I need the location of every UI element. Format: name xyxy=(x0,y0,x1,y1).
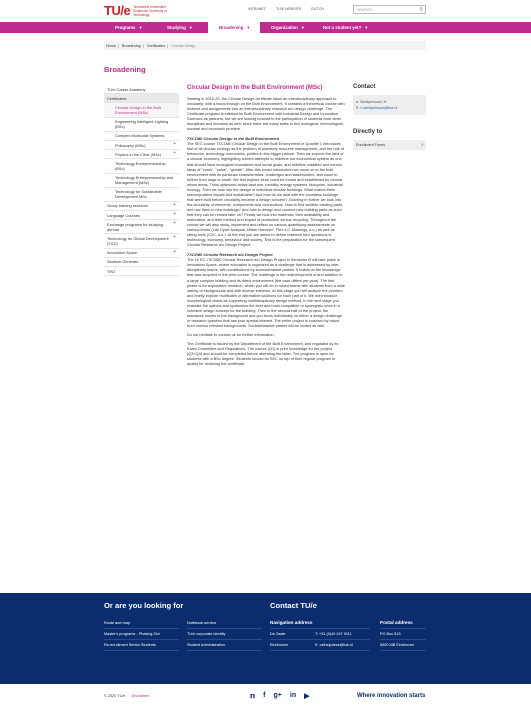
article-title: Circular Design in the Built Environment (MSc) xyxy=(187,84,323,91)
sidebar-item-circular-design[interactable]: Circular Design in the Built Environment (MSc) xyxy=(104,103,179,117)
plus-icon[interactable]: + xyxy=(173,220,176,227)
nav-studying[interactable] xyxy=(156,22,208,33)
footer-link[interactable]: Route and map xyxy=(104,618,179,629)
right-column xyxy=(353,84,426,150)
postal-line: 5600 MB Eindhoven xyxy=(380,640,426,651)
sidebar-item-tgd[interactable] xyxy=(104,234,179,248)
intro-paragraph: Starting in 2015-20, the Circular Design certificate takes an interdisciplinary approach to circularity, with a focus through on the Built Environment. It contains a theoretical course with lectures and assignments and an interdisciplinary research a/o design challenge. The Certificate program is initiated by Built Environment with Industrial Design and Innovation Sciences as partners, but we are looking forward to the participation of students from other disciplines and domains as well, since there are many sides to this ecological, technological, societal and economic problem. xyxy=(187,97,345,132)
contact-line: Do not hesitate to contact us for further information. xyxy=(187,332,275,337)
facebook-icon[interactable]: f xyxy=(263,692,266,699)
breadcrumb-certificates[interactable]: Certificates xyxy=(146,44,166,48)
course1-title: 7XC1M0 Circular Design in the Built Environment xyxy=(187,136,280,142)
footer-postal xyxy=(380,618,426,651)
contact-email-row xyxy=(356,105,423,111)
copyright-row xyxy=(104,694,149,698)
top-bar xyxy=(0,0,531,18)
sidebar-item-sustainable-development[interactable]: Technology for Sustainable Development MSc xyxy=(104,188,179,202)
footer-looking-title: Or are you looking for xyxy=(104,601,184,610)
nav-label: Broadening xyxy=(219,25,244,30)
sidebar-item-exchange[interactable] xyxy=(104,220,179,234)
link-label: Enrollment Forms xyxy=(356,143,386,147)
postal-title: Postal address xyxy=(380,618,426,629)
nav-label: Studying xyxy=(167,25,186,30)
plus-icon[interactable]: + xyxy=(173,211,176,218)
bottom-bar xyxy=(0,684,531,720)
chevron-down-icon: ▼ xyxy=(188,25,193,30)
copyright: © 2020 TU/e xyxy=(104,694,126,698)
plus-icon[interactable]: + xyxy=(173,248,176,255)
slogan: Where innovation starts xyxy=(357,693,426,699)
course2-title: 7XC2M0 Circular Research a/o Design Project xyxy=(187,252,273,258)
twitter-icon[interactable]: 𝕟 xyxy=(250,693,256,700)
disclaimer-link[interactable]: Disclaimer xyxy=(131,694,150,698)
breadcrumb-home[interactable]: Home xyxy=(106,44,116,48)
sidebar-item-label: Philosophy (MSc) xyxy=(115,142,146,148)
nav-organization[interactable] xyxy=(260,22,312,33)
breadcrumb-current: Circular Desig... xyxy=(171,44,198,48)
footer-col-1 xyxy=(104,618,179,651)
main-nav xyxy=(0,22,531,33)
breadcrumb-broadening[interactable]: Broadening xyxy=(121,44,141,48)
directly-title: Directly to xyxy=(353,129,383,135)
footer-contact-title: Contact TU/e xyxy=(270,601,317,610)
sidebar-item-tech-entrepreneurship-bsc[interactable]: Technology Entrepreneurship (BSc) xyxy=(104,159,179,173)
footer-link[interactable]: Notebook service xyxy=(187,618,262,629)
top-link-website[interactable]: TU/E WEBSITE xyxy=(275,7,302,11)
plus-icon[interactable]: + xyxy=(173,150,176,157)
footer-col-2 xyxy=(187,618,262,651)
tue-logo[interactable] xyxy=(104,3,169,18)
social-links xyxy=(250,692,310,700)
linkedin-icon[interactable]: in xyxy=(289,692,297,699)
breadcrumb-separator: | xyxy=(117,44,119,48)
sidebar-item-philosophy[interactable] xyxy=(104,141,179,150)
page-title: Broadening xyxy=(104,65,146,74)
plus-icon[interactable]: + xyxy=(173,201,176,208)
search-placeholder: SEARCH xyxy=(357,8,372,12)
top-link-intranet[interactable]: INTRANET xyxy=(248,7,266,11)
sidebar-item-certificates[interactable]: Certificates xyxy=(104,94,179,103)
plus-icon[interactable]: + xyxy=(173,234,176,241)
sidebar-item-tech-entrepreneurship-msc[interactable]: Technology Entrepreneurship and Management (MSc) xyxy=(104,174,179,188)
course2-paragraph: The 10 EC 7XC2M0 Circular Research a/o Design Project in Semester B will take place in Innovation Space, where education is organized as a challenge that is addressed by inter-disciplinary teams, with contributions by societal/market parties. It builds on the knowledge that was acquired in the prior course. The challenge is the redevelopment of and addition to a large complex building and its direct environment (the case differs per year). The first phase is for explorative research, which you will do in mixed teams with students from a wide variety of backgrounds and with diverse interests. At this stage you will analyze the problem and briefly explore multitudes of alternative solutions for each part of it. We will introduce morphological charts as supporting multidisciplinary design method. In the next stage you evaluate the options and synthesize the best and most compatible or synergistic ones in a cohesive design concept for the building. Then in the second half of the project, the teamwork moves to the background and you focus individually on either a design challenge or research question that has your special interest. The entire project is coached by tutors from various relevant backgrounds. Societal/market parties will be invited as well. xyxy=(187,258,345,328)
search-input[interactable] xyxy=(353,5,426,14)
chevron-right-icon: › xyxy=(421,142,423,148)
main-content xyxy=(187,84,345,371)
sidebar-item-physics-clinic[interactable] xyxy=(104,150,179,159)
sidebar-item-label: Physics in the Clinic (MSc) xyxy=(115,151,162,157)
nav-address-title: Navigation address xyxy=(270,618,370,629)
sidebar-item-label: Language Courses xyxy=(107,212,140,218)
footer-email[interactable]: E: cstheipdesk@tue.nl xyxy=(315,643,353,647)
footer-link[interactable]: Student Administration xyxy=(187,640,262,651)
footer xyxy=(0,593,531,684)
sidebar-item-intelligent-lighting[interactable]: Engineering Intelligent Lighting (BSc) xyxy=(104,118,179,132)
nav-label: Organization xyxy=(271,25,298,30)
nav-address-street: De Zaale xyxy=(270,632,286,636)
footer-link[interactable]: TU/e corporate identity xyxy=(187,629,262,640)
nav-broadening[interactable] xyxy=(208,22,260,33)
postal-line: PO Box 513 xyxy=(380,629,426,640)
footer-link[interactable]: Master's programs - Phasing Out xyxy=(104,629,179,640)
footer-nav-address xyxy=(270,618,370,651)
sidebar-item-label: Exchange programs for studying abroad xyxy=(107,221,164,232)
chevron-down-icon: ▼ xyxy=(138,25,143,30)
logo-mark: TU/e xyxy=(104,3,131,18)
nav-label: Programs xyxy=(115,25,136,30)
googleplus-icon[interactable]: g+ xyxy=(273,692,282,699)
directly-to xyxy=(353,129,426,150)
footer-link[interactable]: Re-enrollment Senior Students xyxy=(104,640,179,651)
sidebar-item-label: Innovation Space xyxy=(107,250,138,256)
contact-name: Ir. Schilpersoort, H. xyxy=(356,100,388,104)
sidebar-item-group-training[interactable] xyxy=(104,202,179,211)
email-label: E: xyxy=(356,106,360,110)
nav-address-line xyxy=(270,640,370,651)
breadcrumb xyxy=(104,41,426,50)
sidebar-item-career-academy[interactable]: TU/e Career Academy xyxy=(104,85,179,94)
nav-not-a-student[interactable] xyxy=(312,22,372,33)
breadcrumb-separator: | xyxy=(167,44,169,48)
sidebar-item-label: Technology for Global Development (TGD) xyxy=(107,236,169,247)
chevron-down-icon: ▼ xyxy=(246,25,251,30)
nav-address-city: Eindhoven xyxy=(270,643,288,647)
contact-box xyxy=(353,95,426,115)
chevron-down-icon: ▼ xyxy=(300,25,305,30)
breadcrumb-separator: | xyxy=(142,44,144,48)
sidebar-item-label: Group training sessions xyxy=(107,203,148,209)
footer-phone[interactable]: T: +31 (0)40 247 9111 xyxy=(315,632,352,636)
sidebar xyxy=(104,85,179,276)
contact-email-link[interactable]: h.schilpersoort@tue.nl xyxy=(360,106,398,110)
nav-address-line xyxy=(270,629,370,640)
top-link-dutch[interactable]: DUTCH xyxy=(311,7,324,11)
top-links xyxy=(248,7,324,11)
sidebar-item-innovation-space[interactable] xyxy=(104,249,179,258)
enrollment-forms-link[interactable] xyxy=(353,140,426,150)
sidebar-item-studium-generale[interactable]: Studium Generale xyxy=(104,258,179,267)
plus-icon[interactable]: + xyxy=(173,140,176,147)
chevron-down-icon: ▼ xyxy=(364,25,369,30)
youtube-icon[interactable]: ▶ xyxy=(304,693,310,700)
sidebar-item-molecular-systems[interactable]: Complex Molecular Systems xyxy=(104,132,179,141)
course1-paragraph: The SEC course 7XC1M0 Circular Design in the Built Environment in Quartile 1 introduces first of all circular ecology as the problem of planetary resource management, and the role of behaviour, technology, economics, politics in this bigger picture. Then we explore the idea of a circular economy, highlighting current attempts to redefine our economical system as one that should have ecological boundaries and social goals, and redefine outdated and narrow ideas of "costs", "value", "growth". After this broad introduction we move on to the built environment with its particular characteristics, challenges and stakeholders, and zoom in further from large to small. We first explore what could be meant and established by circular urban areas. Think optimized active land use, mobility, energy systems, biocycles, industrial ecology. Then we look into the design of individual circular buildings. What makes them low/no/positive impact and sustainable? And how do we deal with the countless buildings that were built before circularity became a design concern? Zooming in further we look into the circularity of elements, components and connections. How to find suitable existing parts and use them in new buildings? And how to design and connect new building parts as such that they can be reused later on? Finally we look into materials, their availability and restoration, and their method and impact of production versus recycling. Throughout the course we will also study, implement and reflect on various quantifying assessments on various levels (Life Cycle Analysis, Urban Harvest+, Flex 4.0, Massegy, a.o.) as well as rating tools (C2C, a.o.). At the end you are asked to define research four questions in technology, economy, behaviour and society. This is the preparation for the subsequent Circular Research a/o Design Project. xyxy=(187,142,345,248)
contact-title: Contact xyxy=(353,84,376,90)
nav-label: Not a student yet? xyxy=(323,25,362,30)
sidebar-item-language-courses[interactable] xyxy=(104,211,179,220)
logo-subtitle: Technische Universiteit Eindhoven University of Technology xyxy=(133,4,167,17)
search-icon[interactable]: ⚲ xyxy=(419,7,423,13)
sidebar-item-tint[interactable]: TINT xyxy=(104,267,179,276)
closing-paragraph: The Certificate is issued by the Department of the Built Environment, and regulated by its Exam Committee and Regulations. The course (Q1) is prior knowledge for the project (Q3+Q4) and should be completed before attending the latter. The program is open for students with a BSc degree. Students should do SEC on top of their regular program to qualify for receiving the certificate. xyxy=(187,342,339,367)
nav-programs[interactable] xyxy=(104,22,156,33)
